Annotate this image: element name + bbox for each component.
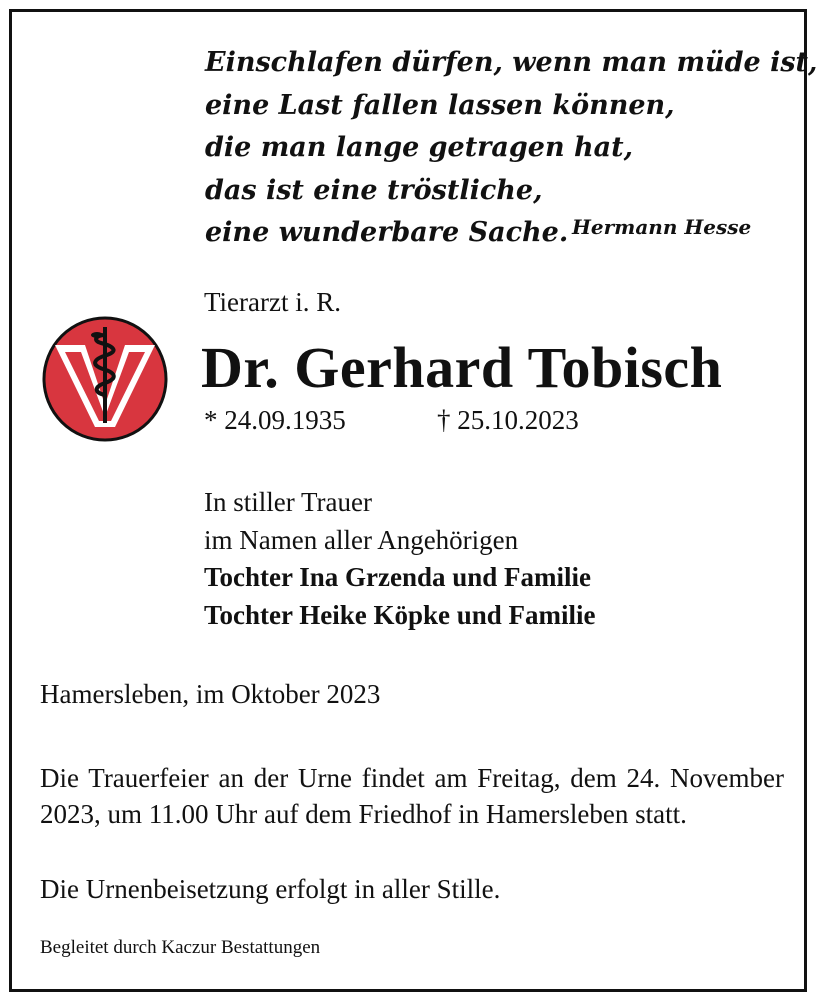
birth-date: * 24.09.1935	[204, 405, 346, 435]
place-date: Hamersleben, im Oktober 2023	[40, 679, 381, 709]
poem-line: eine wunderbare Sache.	[205, 217, 569, 248]
ceremony-text: Die Trauerfeier an der Urne findet am Freitag, dem 24. November 2023, um 11.00 Uhr auf dem Friedhof in Hamersleben statt.	[40, 763, 784, 829]
relatives-line: im Namen aller Angehörigen	[204, 524, 519, 555]
deceased-name: Dr. Gerhard Tobisch	[201, 335, 723, 400]
obituary-notice	[9, 9, 818, 992]
poem-line: Einschlafen dürfen, wenn man müde ist,	[205, 47, 818, 78]
veterinary-v-snake-logo-icon	[41, 315, 169, 443]
deceased-title: Tierarzt i. R.	[204, 287, 341, 317]
family-name: Tochter Ina Grzenda und Familie	[204, 562, 592, 592]
poem-author: Hermann Hesse	[572, 215, 752, 239]
poem-line: die man lange getragen hat,	[205, 132, 633, 163]
death-date: † 25.10.2023	[437, 405, 579, 435]
undertaker-credit: Begleitet durch Kaczur Bestattungen	[40, 937, 321, 958]
mourning-line: In stiller Trauer	[204, 487, 372, 517]
family-name: Tochter Heike Köpke und Familie	[204, 599, 596, 630]
mourners-block	[204, 484, 596, 634]
poem-line: das ist eine tröstliche,	[205, 174, 543, 206]
burial-text: Die Urnenbeisetzung erfolgt in aller Stille.	[40, 874, 501, 904]
poem-line: eine Last fallen lassen können,	[205, 89, 675, 121]
